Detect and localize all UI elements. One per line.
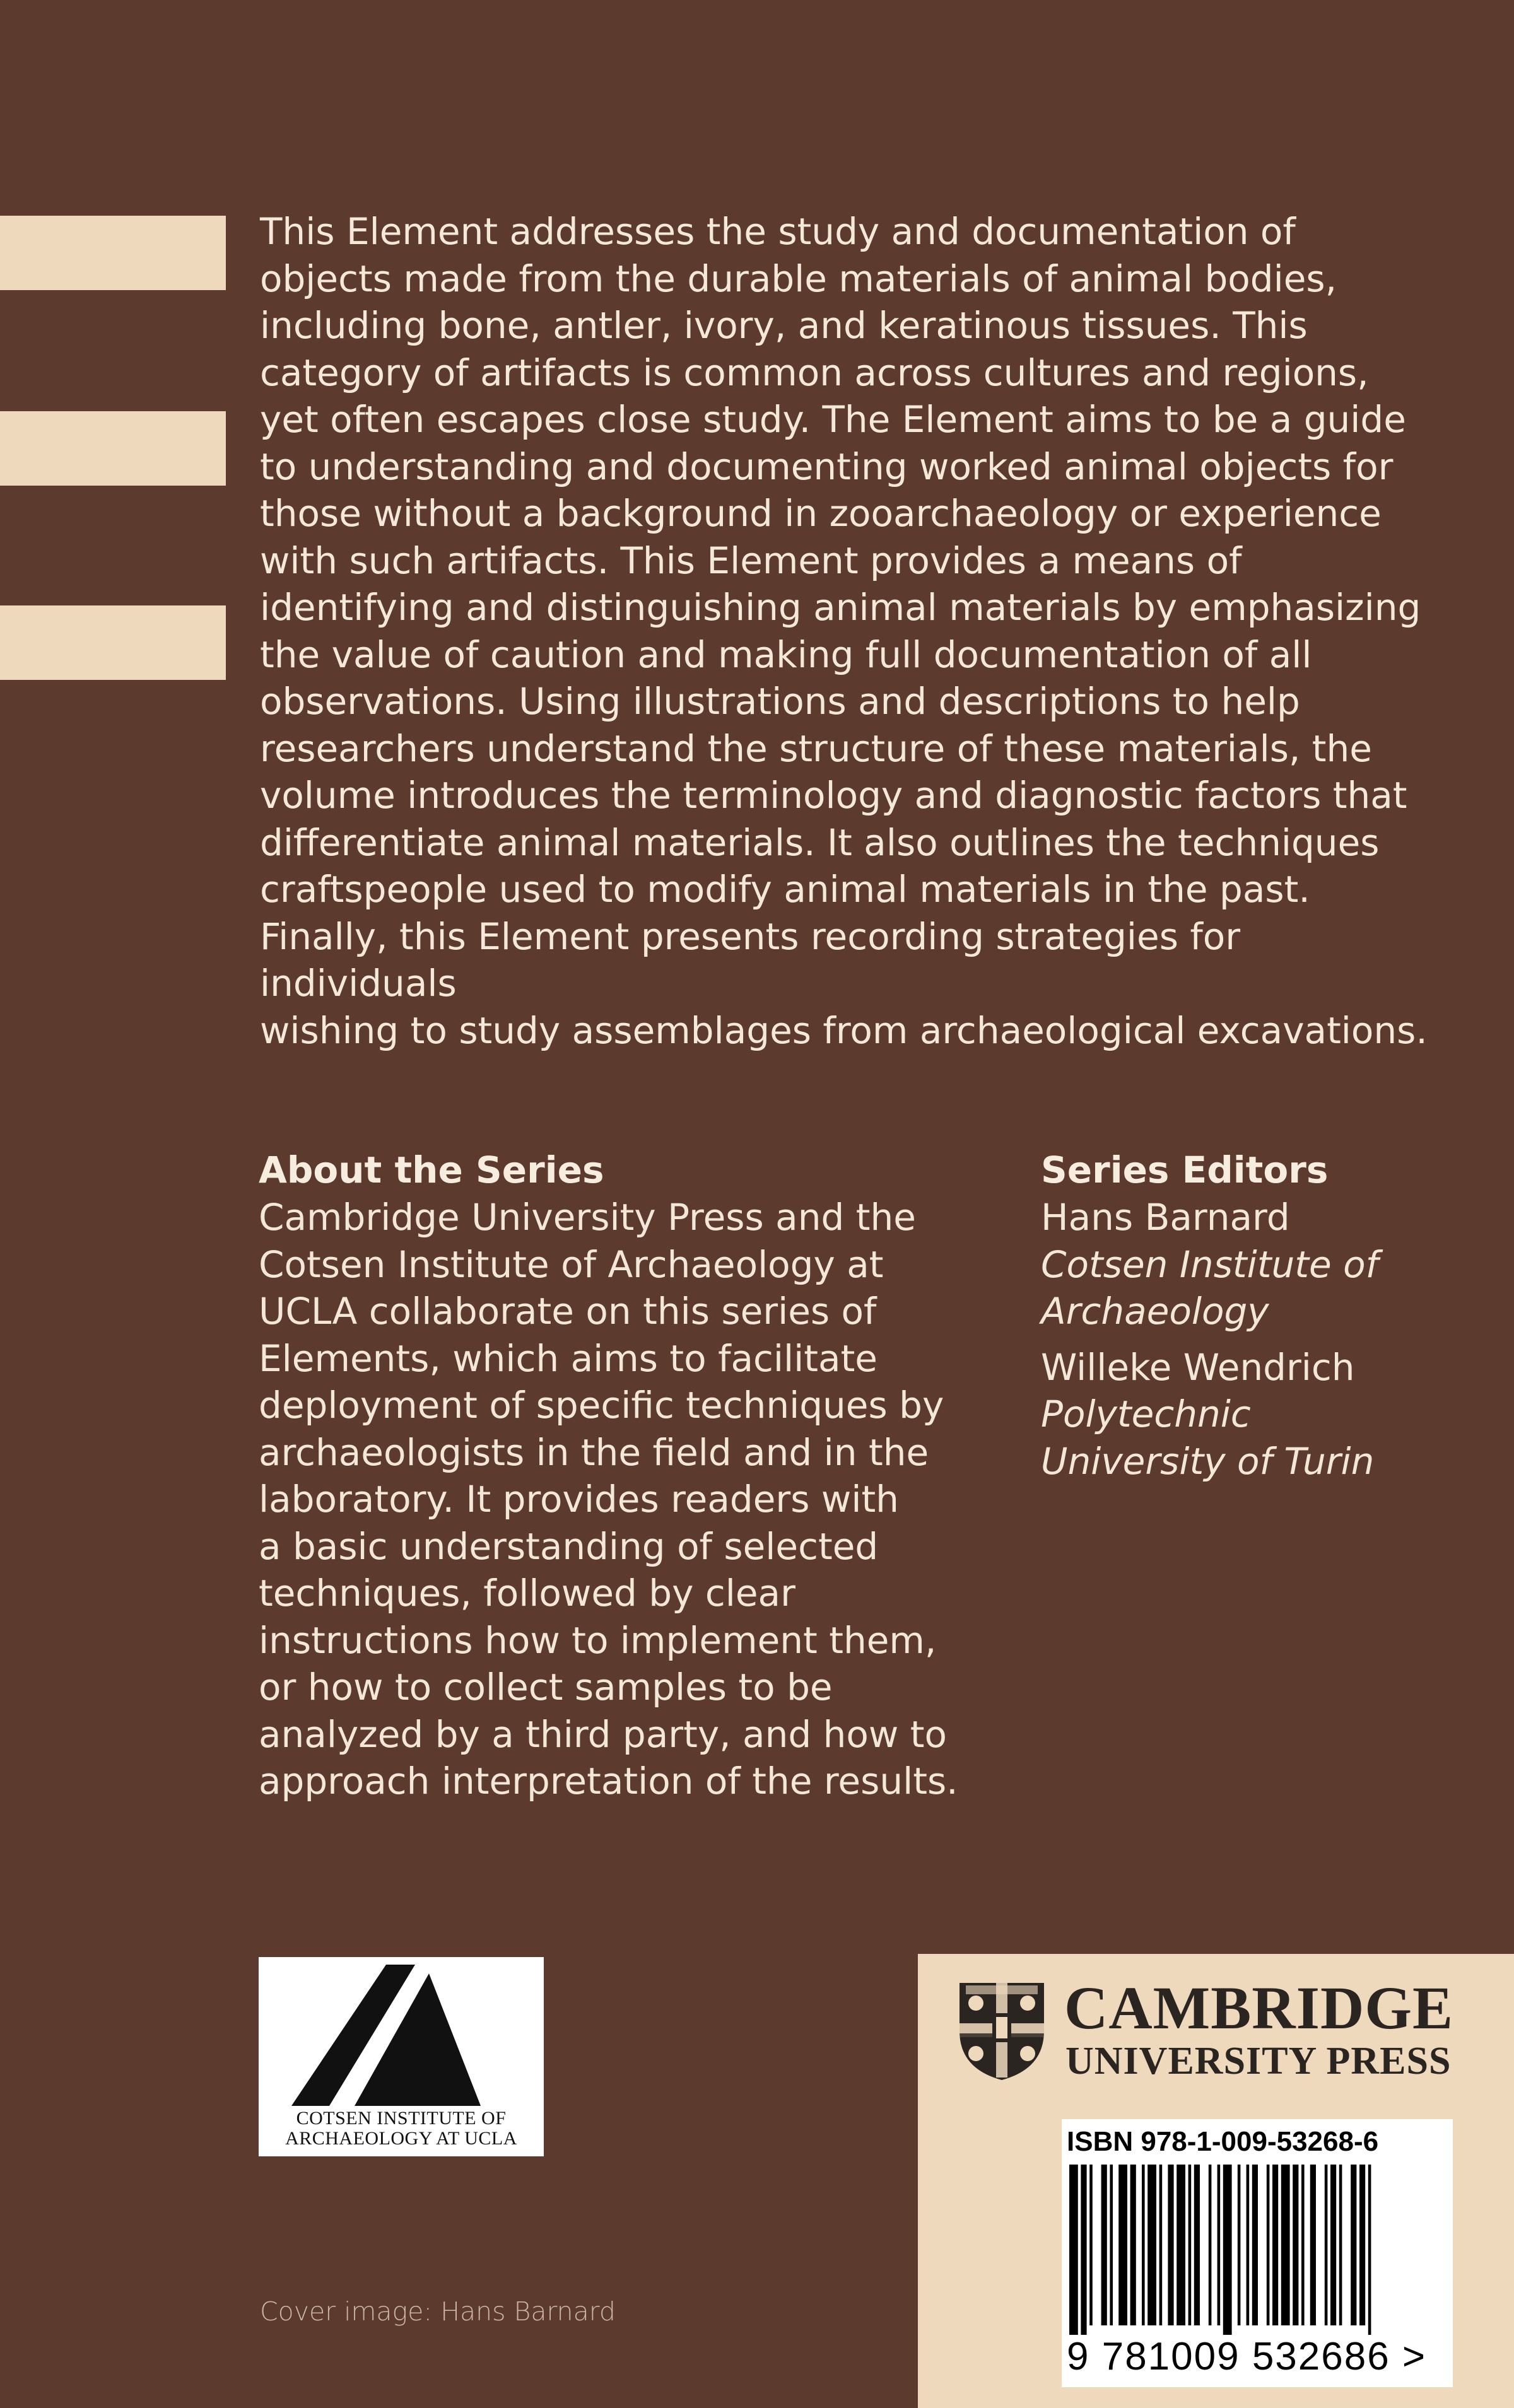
- barcode-bar: [1368, 2165, 1371, 2335]
- barcode-bar: [1188, 2165, 1192, 2325]
- barcode-bar: [1168, 2165, 1173, 2325]
- barcode-bar: [1101, 2165, 1107, 2325]
- editor-affiliation: Polytechnic University of Turin: [1041, 1393, 1375, 1483]
- barcode-bar: [1081, 2165, 1086, 2335]
- barcode-bar: [1330, 2165, 1336, 2325]
- editor-affiliation: Cotsen Institute of Archaeology: [1041, 1242, 1379, 1333]
- barcode-bar: [1238, 2165, 1241, 2325]
- barcode-bar: [1310, 2165, 1316, 2325]
- barcode-bar: [1267, 2165, 1270, 2325]
- barcode-digits: 9 781009 532686 >: [1067, 2335, 1427, 2378]
- decorative-stripe-1: [0, 216, 226, 290]
- barcode-bar: [1247, 2165, 1250, 2325]
- barcode-bar: [1339, 2165, 1342, 2325]
- barcode-bar: [1252, 2165, 1258, 2325]
- barcode-bar: [1359, 2165, 1365, 2325]
- barcode-bar: [1130, 2165, 1136, 2325]
- barcode-bar: [1147, 2165, 1156, 2325]
- barcode-bar: [1293, 2165, 1298, 2325]
- cotsen-triangle-icon: [291, 1965, 511, 2106]
- barcode-bar: [1351, 2165, 1356, 2325]
- editor-name: Hans Barnard: [1041, 1196, 1290, 1239]
- about-series-heading: About the Series: [259, 1148, 604, 1191]
- barcode-bar: [1089, 2165, 1093, 2325]
- decorative-stripe-3: [0, 605, 226, 680]
- barcode-bar: [1218, 2165, 1221, 2325]
- publisher-subname: UNIVERSITY PRESS: [1065, 2040, 1452, 2083]
- editor-name: Willeke Wendrich: [1041, 1345, 1355, 1389]
- publisher-panel: [918, 1954, 1514, 2408]
- barcode-bar: [1110, 2165, 1113, 2325]
- barcode-bars: [1067, 2165, 1445, 2335]
- barcode-bar: [1209, 2165, 1212, 2325]
- barcode-bar: [1223, 2165, 1232, 2335]
- barcode-bar: [1272, 2165, 1278, 2325]
- barcode-bar: [1281, 2165, 1290, 2325]
- cambridge-crest-icon: [957, 1980, 1047, 2081]
- isbn-barcode: [1062, 2119, 1453, 2387]
- series-editors-section: [1041, 1147, 1495, 1493]
- barcode-bar: [1069, 2165, 1078, 2335]
- barcode-bar: [1194, 2165, 1200, 2325]
- decorative-stripe-2: [0, 411, 226, 486]
- back-cover-blurb: This Element addresses the study and documentation of objects made from the durable materials of animal bodies, including bone, antler, ivory, and keratinous tissues. This category of artifacts is common across cultures and regions, yet often escapes close study. The Element aims to be a guide to understanding and documenting worked animal objects for those without a background in zooarchaeology or experience with such artifacts. This Element provides a means of identifying and distinguishing animal materials by emphasizing the value of caution and making full documentation of all observations. Using illustrations and descriptions to help researchers understand the structure of these materials, the volume introduces the terminology and diagnostic factors that differentiate animal materials. It also outlines the techniques craftspeople used to modify animal materials in the past. Finally, this Element presents recording strategies for individuals wishing to study assemblages from archaeological excavations.: [260, 210, 1428, 1052]
- barcode-bar: [1142, 2165, 1145, 2325]
- isbn-label: ISBN 978-1-009-53268-6: [1067, 2126, 1379, 2157]
- about-series-body: Cambridge University Press and the Cotsen Institute of Archaeology at UCLA collaborate on this series of Elements, which aims to facilitate deployment of specific techniques by archaeologists in the field and in the laboratory. It provides readers with a basic understanding of selected techniques, followed by clear instructions how to implement them, or how to collect samples to be analyzed by a third party, and how to approach interpretation of the results.: [259, 1196, 958, 1803]
- cover-image-credit: Cover image: Hans Barnard: [260, 2296, 616, 2327]
- about-series-section: [259, 1147, 978, 1805]
- barcode-bar: [1118, 2165, 1127, 2325]
- publisher-name: CAMBRIDGE: [1064, 1974, 1454, 2042]
- barcode-bar: [1159, 2165, 1163, 2325]
- cotsen-institute-logo: [259, 1957, 544, 2156]
- series-editors-heading: Series Editors: [1041, 1148, 1329, 1191]
- cotsen-logo-text: COTSEN INSTITUTE OF ARCHAEOLOGY AT UCLA: [285, 2108, 517, 2149]
- barcode-bar: [1301, 2165, 1305, 2325]
- barcode-bar: [1177, 2165, 1185, 2325]
- barcode-bar: [1325, 2165, 1328, 2325]
